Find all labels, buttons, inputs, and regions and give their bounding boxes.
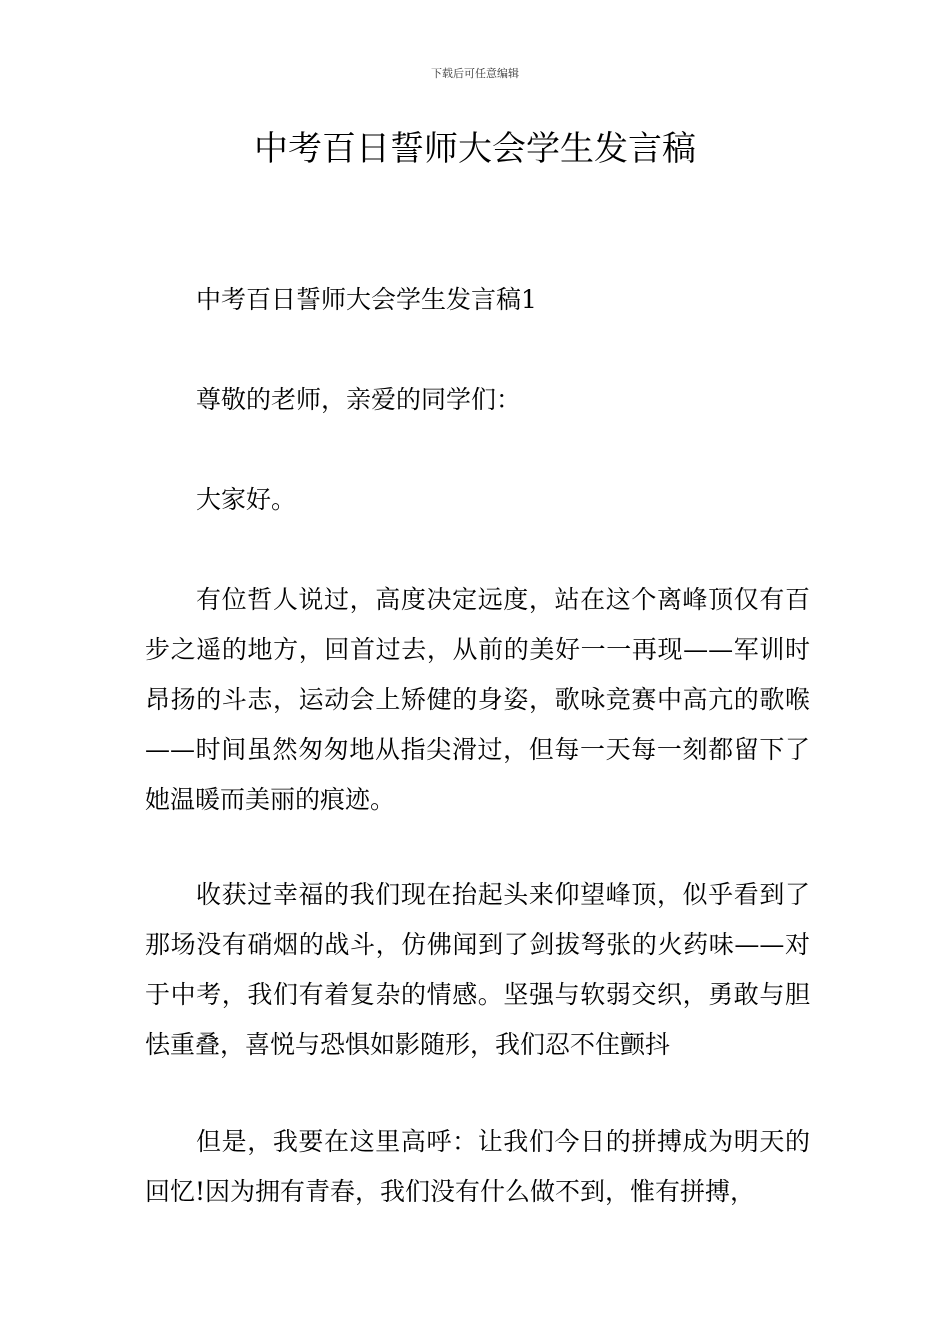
- paragraph-1: 有位哲人说过，高度决定远度，站在这个离峰顶仅有百步之遥的地方，回首过去，从前的美好一一再现——军训时昂扬的斗志，运动会上矫健的身姿，歌咏竞赛中高亢的歌喉——时间虽然匆匆地从指尖滑过，但每一天每一刻都留下了她温暖而美丽的痕迹。: [145, 585, 810, 814]
- header-note: 下载后可任意编辑: [431, 67, 519, 80]
- salutation: 尊敬的老师，亲爱的同学们：: [196, 385, 522, 414]
- greeting: 大家好。: [196, 485, 297, 514]
- paragraph-3: 但是，我要在这里高呼：让我们今日的拼搏成为明天的回忆!因为拥有青春，我们没有什么做不到，惟有拼搏，: [145, 1127, 810, 1206]
- paragraph-2: 收获过幸福的我们现在抬起头来仰望峰顶，似乎看到了那场没有硝烟的战斗，仿佛闻到了剑拔弩张的火药味——对于中考，我们有着复杂的情感。坚强与软弱交织，勇敢与胆怯重叠，喜悦与恐惧如影随形，我们忍不住颤抖: [145, 880, 810, 1059]
- section-heading: 中考百日誓师大会学生发言稿1: [196, 285, 537, 314]
- document-title: 中考百日誓师大会学生发言稿: [254, 129, 696, 169]
